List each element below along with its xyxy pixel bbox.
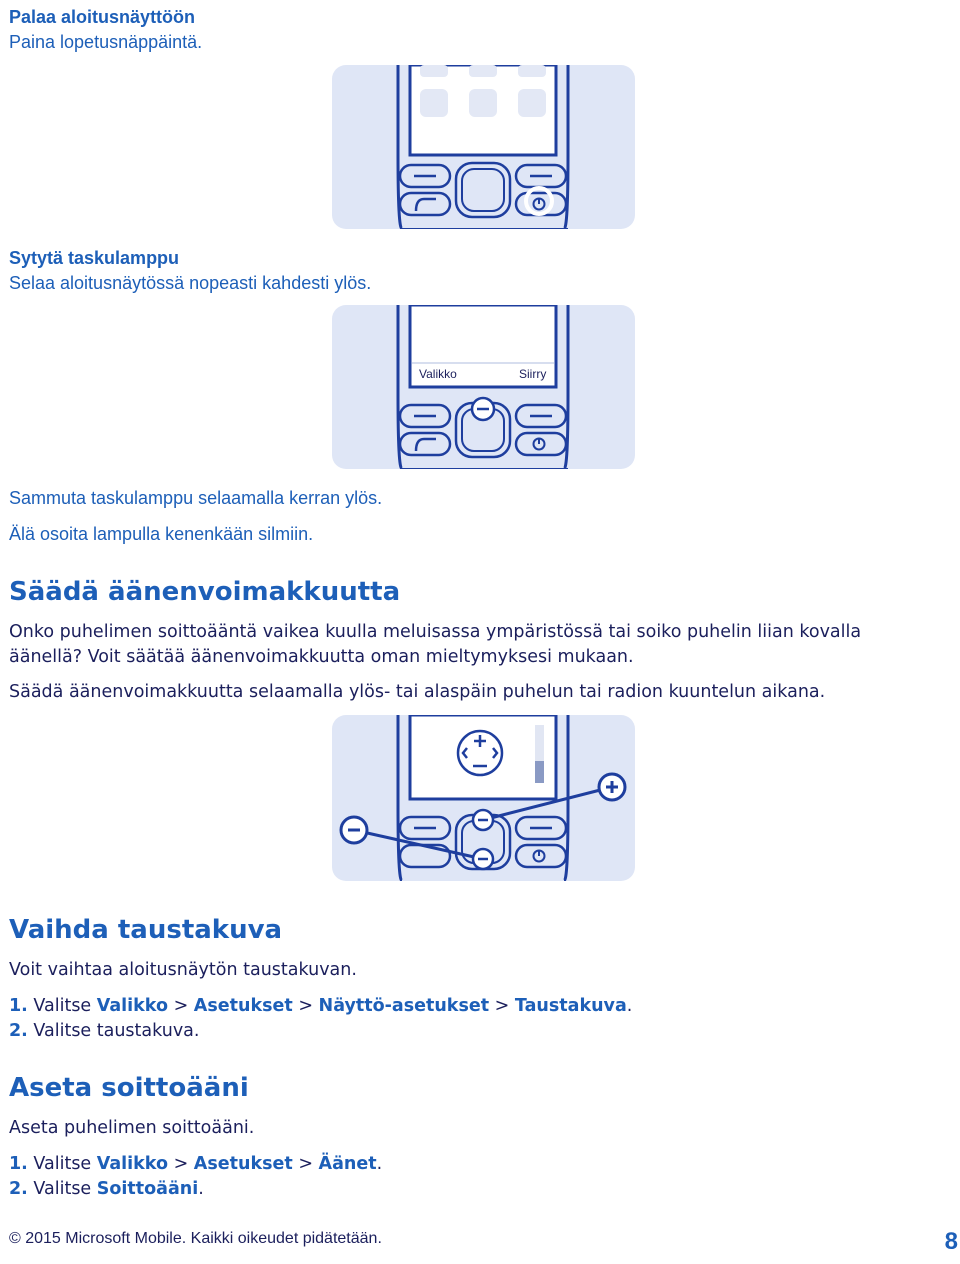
menu-path-asetukset: Asetukset xyxy=(193,1154,293,1174)
wallpaper-intro: Voit vaihtaa aloitusnäytön taustakuvan. xyxy=(9,960,357,980)
menu-path-taustakuva: Taustakuva xyxy=(514,996,627,1016)
phone-illustration-volume xyxy=(332,715,635,881)
menu-path-valikko: Valikko xyxy=(96,996,168,1016)
section-text-home: Paina lopetusnäppäintä. xyxy=(9,32,203,52)
step-end: . xyxy=(198,1179,204,1199)
wallpaper-step-2 xyxy=(9,1018,199,1044)
path-separator: > xyxy=(489,996,515,1016)
step-text: Valitse xyxy=(27,1154,97,1174)
step-text: Valitse xyxy=(27,1179,97,1199)
wallpaper-step-1 xyxy=(9,993,632,1019)
section-text-flashlight: Selaa aloitusnäytössä nopeasti kahdesti ylös. xyxy=(9,273,372,293)
softkey-label-right: Siirry xyxy=(519,367,547,381)
step-text: Valitse xyxy=(27,996,97,1016)
page-number: 8 xyxy=(944,1228,958,1255)
menu-path-aanet: Äänet xyxy=(318,1154,377,1174)
step-number: 2. xyxy=(9,1179,28,1199)
path-separator: > xyxy=(168,996,194,1016)
step-number: 1. xyxy=(9,996,28,1016)
ringtone-step-2 xyxy=(9,1176,204,1202)
section-title-flashlight: Sytytä taskulamppu xyxy=(9,248,180,268)
section-heading-ringtone: Aseta soittoääni xyxy=(9,1073,249,1103)
step-text: Valitse taustakuva. xyxy=(27,1021,200,1041)
step-number: 1. xyxy=(9,1154,28,1174)
menu-path-valikko: Valikko xyxy=(96,1154,168,1174)
phone-illustration-flashlight xyxy=(332,305,635,469)
section-heading-volume: Säädä äänenvoimakkuutta xyxy=(9,577,401,607)
menu-path-soittoaani: Soittoääni xyxy=(96,1179,199,1199)
step-end: . xyxy=(626,996,633,1016)
ringtone-step-1 xyxy=(9,1151,382,1177)
flashlight-note-1: Sammuta taskulamppu selaamalla kerran ylös. xyxy=(9,488,383,508)
section-title-home: Palaa aloitusnäyttöön xyxy=(9,7,196,27)
phone-illustration-end-key xyxy=(332,65,635,229)
step-end: . xyxy=(376,1154,383,1174)
menu-path-asetukset: Asetukset xyxy=(193,996,293,1016)
volume-paragraph-1-line-2: äänellä? Voit säätää äänenvoimakkuutta oman mieltymyksesi mukaan. xyxy=(9,647,634,667)
softkey-label-left: Valikko xyxy=(419,367,457,381)
flashlight-note-2: Älä osoita lampulla kenenkään silmiin. xyxy=(9,524,314,544)
step-number: 2. xyxy=(9,1021,28,1041)
path-separator: > xyxy=(168,1154,194,1174)
path-separator: > xyxy=(292,1154,319,1174)
volume-paragraph-2: Säädä äänenvoimakkuutta selaamalla ylös- tai alaspäin puhelun tai radion kuuntelun aikana. xyxy=(9,682,826,702)
footer-copyright: © 2015 Microsoft Mobile. Kaikki oikeudet pidätetään. xyxy=(9,1230,382,1247)
menu-path-nayttoasetukset: Näyttö-asetukset xyxy=(318,996,490,1016)
ringtone-intro: Aseta puhelimen soittoääni. xyxy=(9,1118,255,1138)
section-heading-wallpaper: Vaihda taustakuva xyxy=(9,915,283,945)
path-separator: > xyxy=(292,996,319,1016)
volume-paragraph-1-line-1: Onko puhelimen soittoääntä vaikea kuulla meluisassa ympäristössä tai soiko puhelin liian kovalla xyxy=(9,622,862,642)
